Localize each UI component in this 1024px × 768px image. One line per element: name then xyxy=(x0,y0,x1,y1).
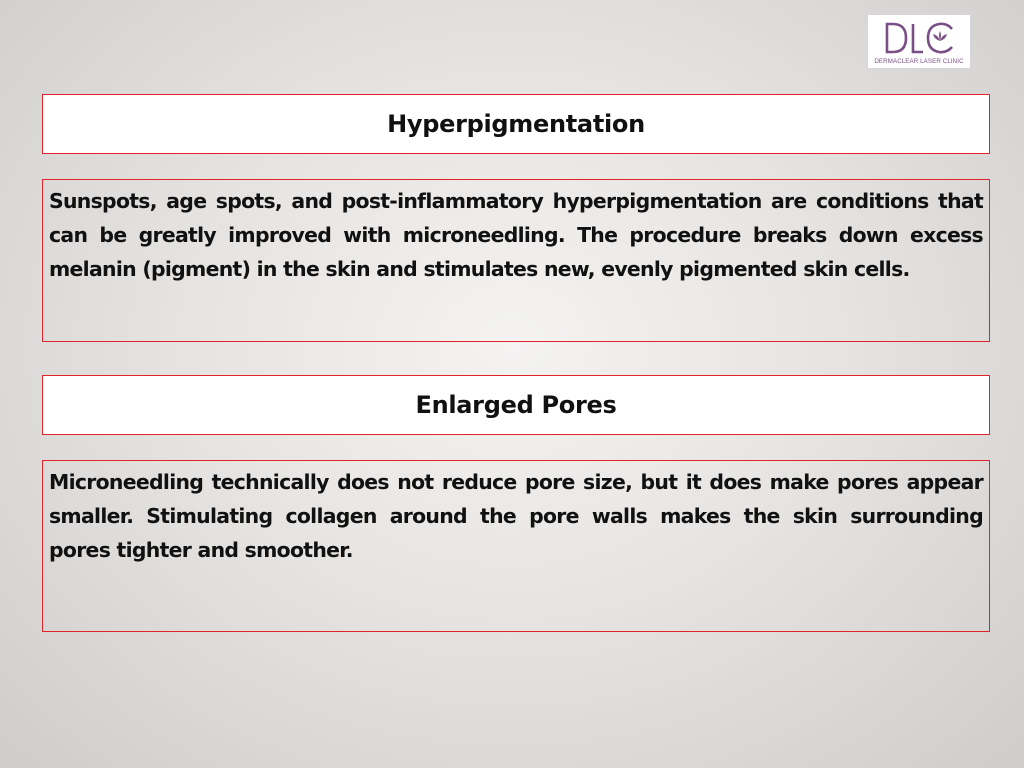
heading-text: Enlarged Pores xyxy=(415,391,617,419)
section-body-enlarged-pores xyxy=(42,460,990,632)
section-heading-hyperpigmentation xyxy=(42,94,990,154)
section-body-hyperpigmentation xyxy=(42,179,990,342)
dlc-monogram-icon xyxy=(868,18,972,58)
section-heading-enlarged-pores xyxy=(42,375,990,435)
body-text: Sunspots, age spots, and post-inflammatory hyperpigmentation are conditions that can be greatly improved with microneedling. The procedure breaks down excess melanin (pigment) in the skin and stimulates new, evenly pigmented skin cells. xyxy=(49,189,983,281)
heading-text: Hyperpigmentation xyxy=(387,110,645,138)
logo-caption: DERMACLEAR LASER CLINIC xyxy=(874,58,964,65)
clinic-logo xyxy=(867,14,971,69)
body-text: Microneedling technically does not reduce pore size, but it does make pores appear smaller. Stimulating collagen around the pore walls makes the skin surrounding pores tighter and smoother. xyxy=(49,470,983,562)
